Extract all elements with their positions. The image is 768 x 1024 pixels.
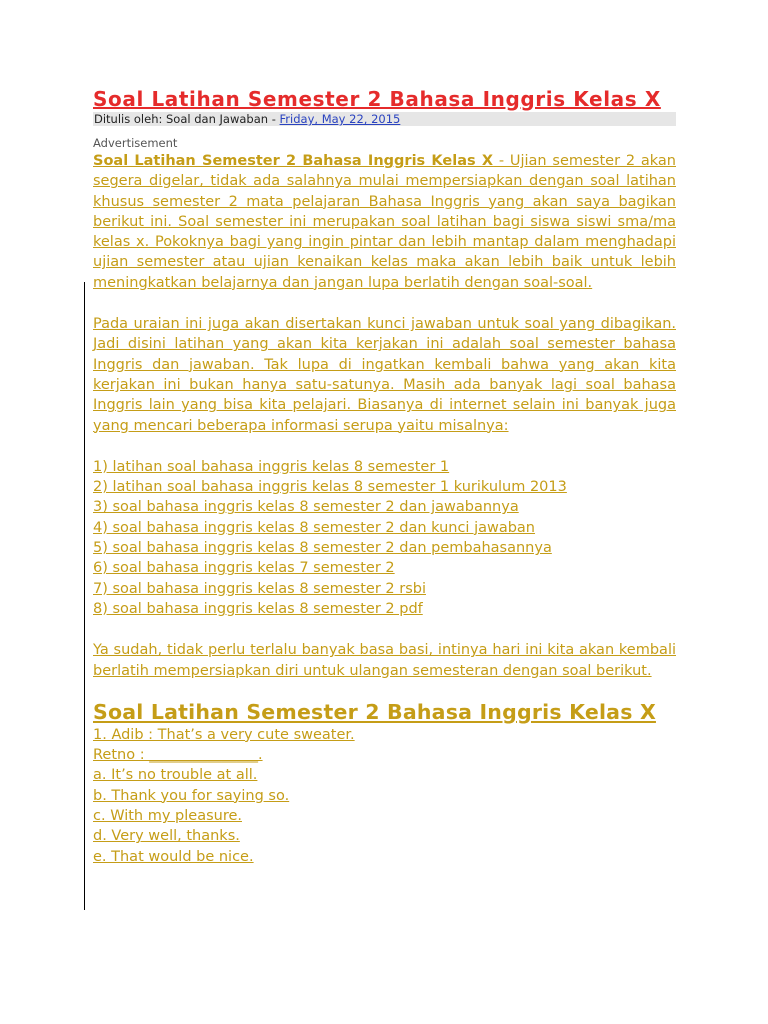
related-link[interactable]: 5) soal bahasa inggris kelas 8 semester 2 dan pembahasannya xyxy=(93,540,552,557)
related-link[interactable]: 4) soal bahasa inggris kelas 8 semester 2 dan kunci jawaban xyxy=(93,519,536,536)
related-link[interactable]: 6) soal bahasa inggris kelas 7 semester 2 xyxy=(93,560,395,577)
article-title[interactable]: Soal Latihan Semester 2 Bahasa Inggris Kelas X xyxy=(93,87,661,111)
paragraph-2[interactable]: Pada uraian ini juga akan disertakan kunci jawaban untuk soal yang dibagikan. Jadi disini latihan yang akan kita kerjakan ini adalah soal semester bahasa Inggris dan jawaban. Tak lupa di ingatkan kembali bahwa yang akan kita kerjakan ini bukan hanya satu-satunya. Masih ada banyak lagi soal bahasa Inggris lain yang bisa kita pelajari. Biasanya di internet selain ini banyak juga yang mencari beberapa informasi serupa yaitu misalnya: xyxy=(93,316,676,434)
related-link[interactable]: 7) soal bahasa inggris kelas 8 semester 2 rsbi xyxy=(93,580,426,597)
question-block xyxy=(93,725,676,867)
intro-text: - Ujian semester 2 akan segera digelar, tidak ada salahnya mulai mempersiapkan dengan soal latihan khusus semester 2 mata pelajaran Bahasa Inggris yang akan saya bagikan berikut ini. Soal semester ini merupakan soal latihan bagi siswa siswi sma/ma kelas x. Pokoknya bagi yang ingin pintar dan lebih mantap dalam menghadapi ujian semester atau ujian kenaikan kelas maka akan lebih baik untuk lebih meningkatkan belajarnya dan jangan lupa berlatih dengan soal-soal. xyxy=(93,153,676,291)
answer-option[interactable]: a. It’s no trouble at all. xyxy=(93,767,258,784)
advertisement-label: Advertisement xyxy=(93,136,178,150)
related-link[interactable]: 3) soal bahasa inggris kelas 8 semester 2 dan jawabannya xyxy=(93,499,519,516)
paragraph-3[interactable]: Ya sudah, tidak perlu terlalu banyak basa basi, intinya hari ini kita akan kembali berlatih mempersiapkan diri untuk ulangan semesteran dengan soal berikut. xyxy=(93,642,676,679)
question-response[interactable]: Retno : _______________. xyxy=(93,747,263,764)
intro-lead: Soal Latihan Semester 2 Bahasa Inggris Kelas X xyxy=(93,153,494,169)
related-links-list xyxy=(93,457,676,619)
related-link[interactable]: 2) latihan soal bahasa inggris kelas 8 semester 1 kurikulum 2013 xyxy=(93,479,567,496)
byline-author: Ditulis oleh: Soal dan Jawaban - xyxy=(94,112,280,126)
byline xyxy=(93,112,676,126)
intro-paragraph[interactable] xyxy=(93,151,676,293)
byline-date-link[interactable]: Friday, May 22, 2015 xyxy=(279,112,401,126)
question-prompt[interactable]: 1. Adib : That’s a very cute sweater. xyxy=(93,726,355,743)
related-link[interactable]: 8) soal bahasa inggris kelas 8 semester 2 pdf xyxy=(93,600,423,617)
answer-option[interactable]: d. Very well, thanks. xyxy=(93,828,240,845)
answer-option[interactable]: e. That would be nice. xyxy=(93,848,254,865)
answer-option[interactable]: c. With my pleasure. xyxy=(93,808,242,825)
page-edge-line xyxy=(84,282,85,910)
answer-option[interactable]: b. Thank you for saying so. xyxy=(93,787,290,804)
related-link[interactable]: 1) latihan soal bahasa inggris kelas 8 semester 1 xyxy=(93,458,450,475)
section-heading[interactable]: Soal Latihan Semester 2 Bahasa Inggris Kelas X xyxy=(93,699,656,724)
article xyxy=(93,86,676,867)
